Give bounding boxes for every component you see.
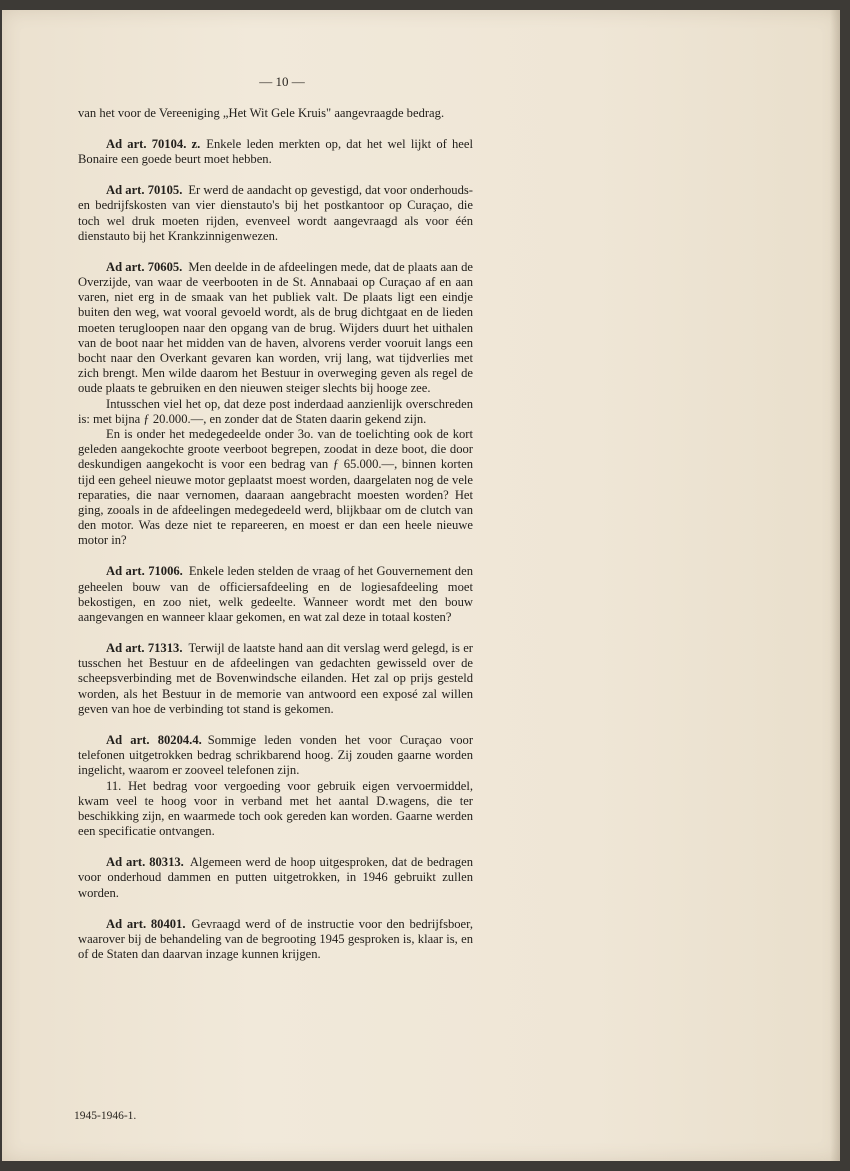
page-number: — 10 — [259,74,305,89]
document-page [2,10,840,1161]
paragraph-art-70605 [78,260,473,549]
paragraph-text: Men deelde in de afdeelingen mede, dat de plaats aan de Overzijde, van waar de veerbooten in de St. Annabaai op Curaçao af en aan varen, niet erg in de smaak van het publiek valt. De plaats ligt een eindje buiten den weg, wat vooral gevoeld wordt, als de brug dichtgaat en de lieden moeten terugloopen naar den opgang van de brug. Wijders duurt het uithalen van de boot naar het midden van de haven, alvorens verder vooruit langs een bocht naar den Overkant gevaren kan worden, vrij lang, wat tijdverlies met zich brengt. Men wilde daarom het Bestuur in overweging geven als regel de oude plaats te gebruiken en den nieuwen steiger slechts bij hooge zee. [78,259,473,396]
paragraph-art-70104 [78,137,473,167]
paragraph-text-extra: Intusschen viel het op, dat deze post inderdaad aanzienlijk overschreden is: met bijna ƒ 20.000.—, en zonder dat de Staten daarin gekend zijn. [78,396,473,426]
article-heading: Ad art. 80313. [106,855,184,870]
paragraph-text: Enkele leden merkten op, dat het wel lijkt of heel Bonaire een goede beurt moet hebben. [78,137,473,167]
paragraph-art-71313 [78,641,473,717]
article-heading: Ad art. 70605. [106,259,183,274]
paragraph-text-extra: 11. Het bedrag voor vergoeding voor gebruik eigen vervoermiddel, kwam veel te hoog voor in verband met het aantal D.wagens, die ter beschikking zijn, en waarmede toch ook gereden kan worden. Gaarne werden een specificatie ontvangen. [78,778,473,839]
article-heading: Ad art. 71006. [106,564,183,579]
article-heading: Ad art. 70105. [106,183,183,198]
body-text [78,106,473,978]
article-heading: Ad art. 70104. z. [106,137,201,151]
paragraph-art-71006 [78,564,473,625]
page-edge-shadow [830,10,840,1161]
paragraph-text: Algemeen werd de hoop uitgesproken, dat de bedragen voor onderhoud dammen en putten uitgetrokken, in 1946 gebruikt zullen worden. [78,855,473,900]
paragraph-art-80313 [78,855,473,901]
article-heading: Ad art. 71313. [106,641,183,656]
paragraph-text: Gevraagd werd of de instructie voor den bedrijfsboer, waarover bij de behandeling van de begrooting 1945 gesproken is, klaar is, en of de Staten dan daarvan inzage kunnen krijgen. [78,916,473,961]
paragraph-art-70105 [78,183,473,244]
paragraph-art-80401 [78,917,473,963]
paragraph-text: van het voor de Vereeniging „Het Wit Gele Kruis" aangevraagde bedrag. [78,106,445,120]
article-heading: Ad art. 80204.4. [106,732,202,747]
paragraph-text: Enkele leden stelden de vraag of het Gouvernement den geheelen bouw van de officiersafdeeling en de logiesafdeeling moet bekostigen, en zoo niet, welk gedeelte. Wanneer wordt met den bouw aangevangen en wanneer klaar gekomen, en wat zal deze in totaal kosten? [78,564,473,625]
paragraph-text-extra: En is onder het medegedeelde onder 3o. van de toelichting ook de kort geleden aangekochte groote veerboot begrepen, zoodat in deze boot, die door deskundigen aangekocht is voor een bedrag van ƒ 65.000.—, binnen korten tijd een geheel nieuwe motor geplaatst moest worden, daargelaten nog de vele reparaties, die naar vernomen, daaraan aangebracht moesten worden? Het ging, zooals in de afdeelingen medegedeeld werd, blijkbaar om de clutch van den motor. Was deze niet te repareeren, en moest er dan een heele nieuwe motor in? [78,427,473,548]
paragraph-continuation [78,106,473,121]
paragraph-text: Er werd de aandacht op gevestigd, dat voor onderhouds- en bedrijfskosten van vier dienstauto's bij het postkantoor op Curaçao, die toch wel druk moeten rijden, evenveel wordt aangevraagd als voor één dienstauto bij het Krankzinnigenwezen. [78,183,473,243]
article-heading: Ad art. 80401. [106,916,186,931]
paragraph-art-80204 [78,733,473,839]
paragraph-text: Sommige leden vonden het voor Curaçao voor telefonen uitgetrokken bedrag schrikbarend hoog. Zij zouden gaarne worden ingelicht, waarom er zooveel telefonen zijn. [78,732,474,778]
paragraph-text: Terwijl de laatste hand aan dit verslag werd gelegd, is er tusschen het Bestuur en de afdeelingen van gedachten gewisseld over de scheepsverbinding met de Bovenwindsche eilanden. Het zal op prijs gesteld worden, als het Bestuur in de memorie van antwoord een exposé zal willen geven van hoe de verbinding tot stand is gekomen. [78,641,473,716]
footer-signature-mark: 1945-1946-1. [74,1110,137,1122]
